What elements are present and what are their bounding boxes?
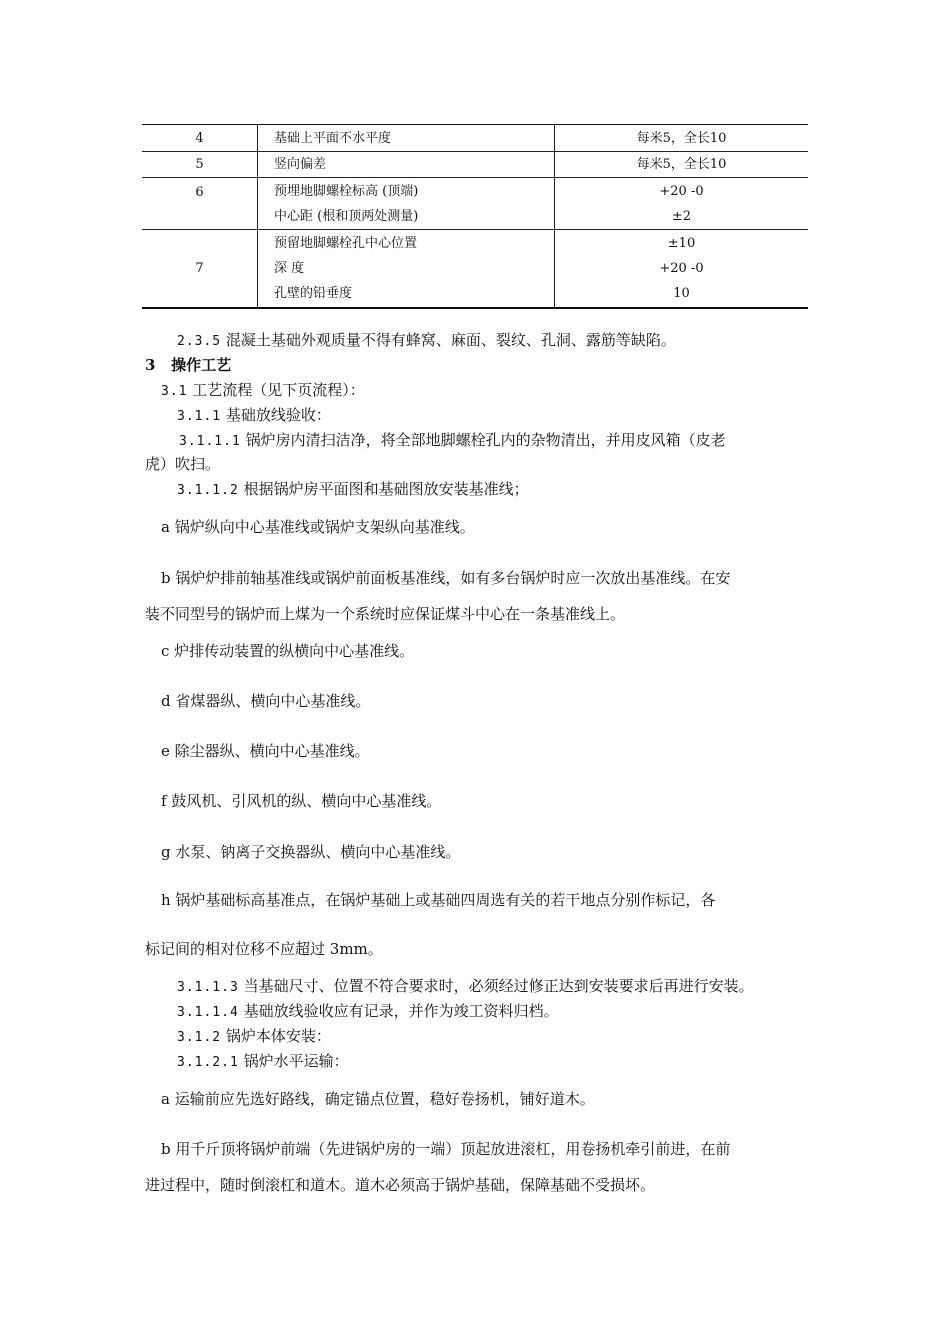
row-number: 6 <box>142 178 258 230</box>
tolerance-table <box>142 124 808 309</box>
paragraph-3-1-1-3: 3.1.1.3 当基础尺寸、位置不符合要求时，必须经过修正达到安装要求后再进行安装。 <box>177 977 754 995</box>
row-value: 每米5，全长10 <box>555 152 809 178</box>
table-row <box>142 230 808 308</box>
paragraph-2-3-5: 2.3.5 混凝土基础外观质量不得有蜂窝、麻面、裂纹、孔洞、露筋等缺陷。 <box>177 331 676 349</box>
paragraph-3-1-1-4: 3.1.1.4 基础放线验收应有记录，并作为竣工资料归档。 <box>177 1002 559 1020</box>
paragraph-3-1-1: 3.1.1 基础放线验收： <box>177 406 331 424</box>
row-item: 基础上平面不水平度 <box>258 125 555 152</box>
list-item-e: e 除尘器纵、横向中心基准线。 <box>161 742 370 760</box>
paragraph-3-1-2: 3.1.2 锅炉本体安装： <box>177 1027 331 1045</box>
list-item-f: f 鼓风机、引风机的纵、横向中心基准线。 <box>161 792 442 810</box>
list-item-a-transport: a 运输前应先选好路线，确定锚点位置，稳好卷扬机，铺好道木。 <box>161 1090 595 1108</box>
paragraph-3-1-2-1: 3.1.2.1 锅炉水平运输： <box>177 1052 349 1070</box>
list-item-b-transport-cont: 进过程中，随时倒滚杠和道木。道木必须高于锅炉基础，保障基础不受损坏。 <box>145 1176 656 1194</box>
paragraph-3-1-1-1-cont: 虎）吹扫。 <box>145 455 221 473</box>
paragraph-3-1-1-1: 3.1.1.1 锅炉房内清扫洁净，将全部地脚螺栓孔内的杂物清出，并用皮风箱（皮老 <box>179 431 726 449</box>
row-item: 预埋地脚螺栓标高 (顶端) 中心距 (根和顶两处测量) <box>258 178 555 230</box>
list-item-c: c 炉排传动装置的纵横向中心基准线。 <box>161 642 415 660</box>
paragraph-3-1-1-2: 3.1.1.2 根据锅炉房平面图和基础图放安装基准线； <box>177 480 529 498</box>
table-row <box>142 152 808 178</box>
row-value: ±10 +20 -0 10 <box>555 230 809 308</box>
row-number: 7 <box>142 230 258 308</box>
row-number: 4 <box>142 125 258 152</box>
row-number: 5 <box>142 152 258 178</box>
row-value: 每米5，全长10 <box>555 125 809 152</box>
list-item-b: b 锅炉炉排前轴基准线或锅炉前面板基准线，如有多台锅炉时应一次放出基准线。在安 <box>161 569 731 587</box>
list-item-b-cont: 装不同型号的锅炉而上煤为一个系统时应保证煤斗中心在一条基准线上。 <box>145 605 626 623</box>
row-item: 竖向偏差 <box>258 152 555 178</box>
list-item-g: g 水泵、钠离子交换器纵、横向中心基准线。 <box>161 843 461 861</box>
row-item: 预留地脚螺栓孔中心位置 深 度 孔壁的铅垂度 <box>258 230 555 308</box>
table-row <box>142 178 808 230</box>
list-item-h-cont: 标记间的相对位移不应超过 3mm。 <box>145 940 383 958</box>
list-item-d: d 省煤器纵、横向中心基准线。 <box>161 692 371 710</box>
list-item-h: h 锅炉基础标高基准点，在锅炉基础上或基础四周选有关的若干地点分别作标记，各 <box>161 891 716 909</box>
section-heading-3: 3 操作工艺 <box>145 356 232 374</box>
table-row <box>142 125 808 152</box>
list-item-b-transport: b 用千斤顶将锅炉前端（先进锅炉房的一端）顶起放进滚杠，用卷扬机牵引前进，在前 <box>161 1140 731 1158</box>
list-item-a: a 锅炉纵向中心基准线或锅炉支架纵向基准线。 <box>161 518 475 536</box>
paragraph-3-1: 3.1 工艺流程（见下页流程）： <box>161 381 365 399</box>
row-value: +20 -0 ±2 <box>555 178 809 230</box>
